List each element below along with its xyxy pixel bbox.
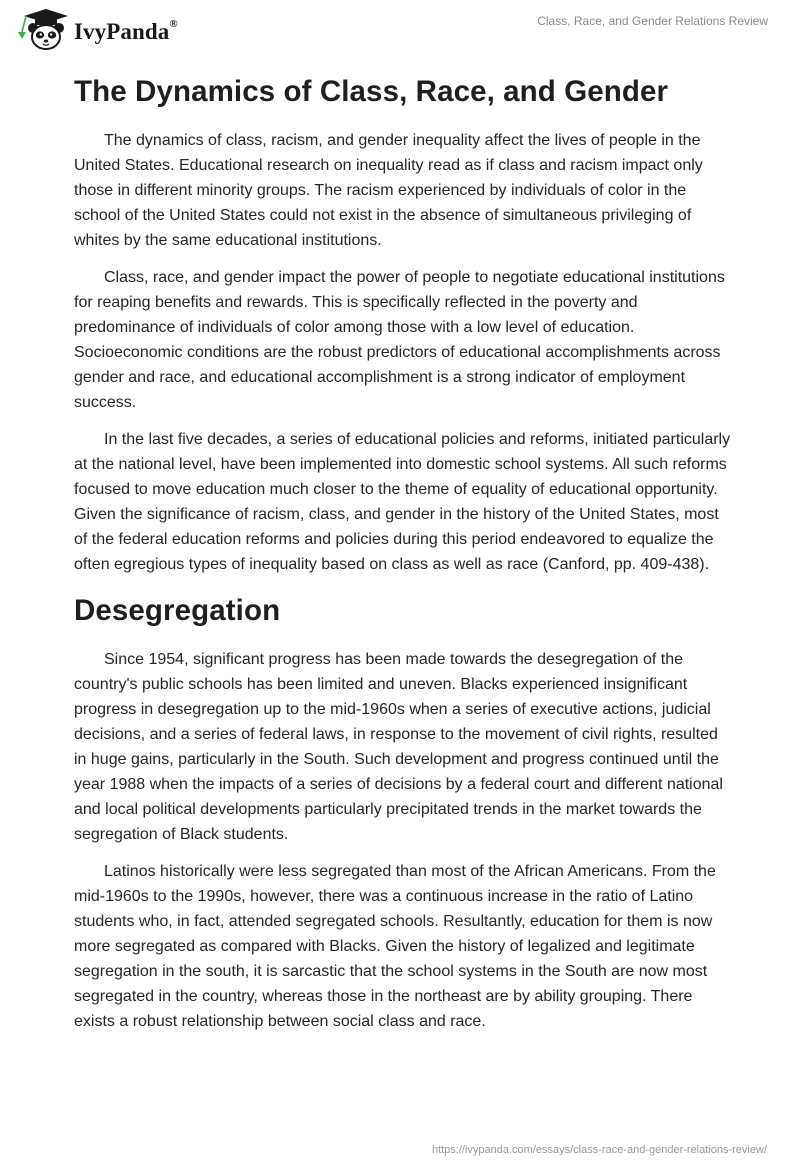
article-body xyxy=(74,70,734,1046)
section-heading-desegregation: Desegregation xyxy=(74,594,281,627)
brand-logo[interactable] xyxy=(14,8,178,52)
document-title-header: Class, Race, and Gender Relations Review xyxy=(537,14,768,28)
article-title: The Dynamics of Class, Race, and Gender xyxy=(74,75,669,108)
paragraph: The dynamics of class, racism, and gender inequality affect the lives of people in the United States. Educational research on inequality read as if class and racism impact only those in different minority groups. The racism experienced by individuals of color in the school of the United States could not exist in the absence of simultaneous privileging of whites by the same educational institutions. xyxy=(74,132,703,249)
panda-graduate-icon xyxy=(14,8,70,52)
page-header xyxy=(0,0,800,58)
brand-name: IvyPanda® xyxy=(74,18,178,44)
paragraph: Latinos historically were less segregated than most of the African Americans. From the mid-1960s to the 1990s, however, there was a continuous increase in the ratio of Latino students who, in fact, attended segregated schools. Resultantly, education for them is now more segregated as compared with Blacks. Given the history of legalized and legitimate segregation in the south, it is sarcastic that the school systems in the South are now most segregated in the country, whereas those in the northeast are by ability grouping. There exists a robust relationship between social class and race. xyxy=(74,863,716,1030)
paragraph: In the last five decades, a series of educational policies and reforms, initiated particularly at the national level, have been implemented into domestic school systems. All such reforms focused to move education much closer to the theme of equality of educational opportunity. Given the significance of racism, class, and gender in the history of the United States, most of the federal education reforms and policies during this period endeavored to equalize the often egregious types of inequality based on class as well as race (Canford, pp. 409-438). xyxy=(74,431,731,573)
registered-mark: ® xyxy=(169,18,178,31)
source-url[interactable]: https://ivypanda.com/essays/class-race-and-gender-relations-review/ xyxy=(431,1144,767,1156)
paragraph: Since 1954, significant progress has been made towards the desegregation of the country's public schools has been limited and uneven. Blacks experienced insignificant progress in desegregation up to the mid-1960s when a series of executive actions, judicial decisions, and a series of federal laws, in response to the movement of civil rights, resulted in huge gains, particularly in the South. Such development and progress continued until the year 1988 when the impacts of a series of decisions by a federal court and different national and local political developments particularly precipitated trends in the market towards the segregation of Black students. xyxy=(74,651,723,843)
paragraph: Class, race, and gender impact the power of people to negotiate educational institutions for reaping benefits and rewards. This is specifically reflected in the poverty and predominance of individuals of color among those with a low level of education. Socioeconomic conditions are the robust predictors of educational accomplishments across gender and race, and educational accomplishment is a strong indicator of employment success. xyxy=(74,269,725,411)
